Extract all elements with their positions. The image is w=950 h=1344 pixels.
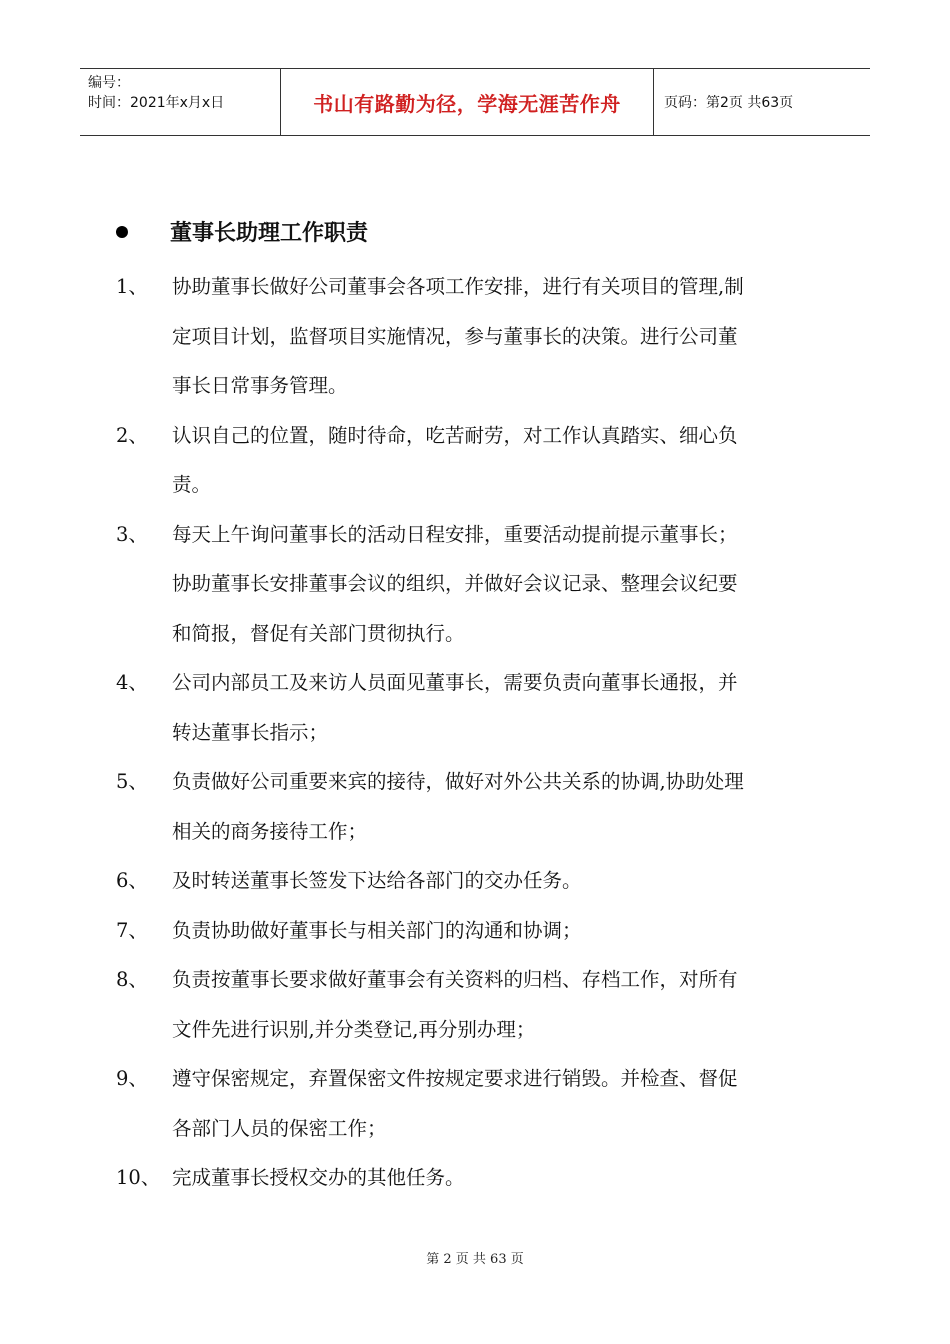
list-item-number: 9、 xyxy=(116,1067,148,1090)
list-item-text-line: 事长日常事务管理。 xyxy=(172,374,348,397)
list-item-number: 3、 xyxy=(116,522,148,546)
document-date: 时间：2021年x月x日 xyxy=(88,95,225,111)
list-item xyxy=(116,906,856,956)
list-item xyxy=(116,1054,856,1153)
list-item xyxy=(116,510,856,659)
list-item-text-line: 协助董事长安排董事会议的组织，并做好会议记录、整理会议纪要 xyxy=(172,572,738,595)
list-item-text-line: 协助董事长做好公司董事会各项工作安排，进行有关项目的管理,制 xyxy=(172,275,744,298)
list-item xyxy=(116,1153,856,1203)
list-item-text-line: 公司内部员工及来访人员面见董事长，需要负责向董事长通报，并 xyxy=(172,671,738,694)
document-header xyxy=(80,68,870,136)
list-item-text-line: 负责做好公司重要来宾的接待，做好对外公共关系的协调,协助处理 xyxy=(172,770,744,793)
list-item xyxy=(116,658,856,757)
header-page-info: 页码：第2页 共63页 xyxy=(664,95,794,111)
list-item xyxy=(116,856,856,906)
list-item-number: 8、 xyxy=(116,968,148,991)
list-item-text-line: 负责按董事长要求做好董事会有关资料的归档、存档工作，对所有 xyxy=(172,968,738,991)
list-item-number: 5、 xyxy=(116,770,148,793)
header-meta xyxy=(80,69,280,135)
header-motto: 书山有路勤为径，学海无涯苦作舟 xyxy=(280,69,654,135)
list-item-text-line: 转达董事长指示； xyxy=(172,720,329,744)
section-title-text: 董事长助理工作职责 xyxy=(170,221,369,246)
list-item-text-line: 责。 xyxy=(172,473,212,496)
list-item-text-line: 相关的商务接待工作； xyxy=(172,819,368,843)
list-item-number: 7、 xyxy=(116,918,148,942)
section-heading xyxy=(116,216,368,247)
list-item-number: 2、 xyxy=(116,423,148,447)
list-item-text-line: 遵守保密规定，弃置保密文件按规定要求进行销毁。并检查、督促 xyxy=(172,1067,738,1090)
list-item xyxy=(116,411,856,510)
list-item xyxy=(116,757,856,856)
list-item-text-line: 认识自己的位置，随时待命，吃苦耐劳，对工作认真踏实、细心负 xyxy=(172,423,738,447)
list-item-text-line: 定项目计划，监督项目实施情况，参与董事长的决策。进行公司董 xyxy=(172,324,738,348)
list-item-text-line: 负责协助做好董事长与相关部门的沟通和协调； xyxy=(172,918,582,942)
duty-list xyxy=(116,262,856,1203)
list-item-number: 1、 xyxy=(116,275,148,298)
list-item-number: 10、 xyxy=(116,1166,161,1189)
bullet-icon xyxy=(116,226,128,238)
document-number-label: 编号： xyxy=(88,75,130,91)
page-footer: 第 2 页 共 63 页 xyxy=(426,1252,524,1267)
list-item xyxy=(116,955,856,1054)
list-item-text-line: 文件先进行识别,并分类登记,再分别办理； xyxy=(172,1017,536,1041)
list-item-number: 6、 xyxy=(116,869,148,892)
list-item-text-line: 每天上午询问董事长的活动日程安排，重要活动提前提示董事长； xyxy=(172,522,738,546)
list-item-text-line: 各部门人员的保密工作； xyxy=(172,1116,387,1140)
list-item-text-line: 和简报，督促有关部门贯彻执行。 xyxy=(172,621,465,645)
list-item-text-line: 完成董事长授权交办的其他任务。 xyxy=(172,1166,465,1189)
list-item-number: 4、 xyxy=(116,671,148,694)
list-item-text-line: 及时转送董事长签发下达给各部门的交办任务。 xyxy=(172,869,582,892)
list-item xyxy=(116,262,856,411)
